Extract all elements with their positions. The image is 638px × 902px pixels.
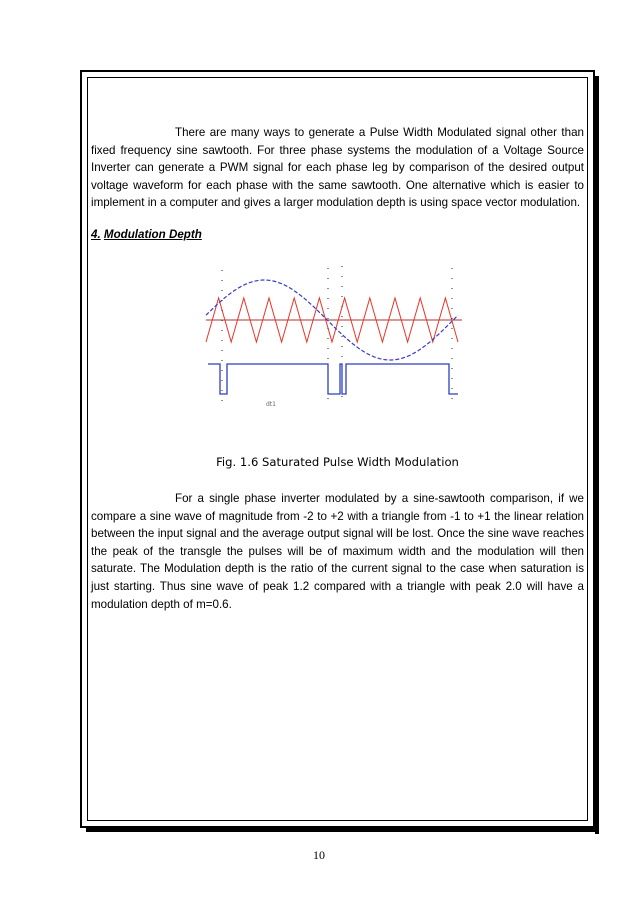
pwm-figure (200, 262, 470, 410)
marker-dots (222, 266, 452, 402)
modulation-paragraph: For a single phase inverter modulated by a sine-sawtooth comparison, if we compare a sine wave of magnitude from -2 to +2 with a triangle from -1 to +1 the linear relation between the input signal and the average output signal will be lost. Once the sine wave reaches the peak of the transgle the pulses will be of maximum width and the modulation will then saturate. The Modulation depth is the ratio of the current signal to the case when saturation is just starting. Thus sine wave of peak 1.2 compared with a triangle with peak 2.0 will have a modulation depth of m=0.6. (91, 492, 584, 611)
page-border-shadow-bottom (86, 828, 599, 832)
pwm-output (208, 364, 458, 394)
section-title: Modulation Depth (103, 228, 202, 241)
figure-small-label: dt1 (266, 401, 276, 408)
figure-caption: Fig. 1.6 Saturated Pulse Width Modulation (216, 455, 459, 469)
page-number: 10 (313, 848, 325, 862)
page-border-shadow-right (595, 76, 599, 834)
section-number: 4. (91, 228, 101, 241)
section-heading (91, 228, 202, 241)
intro-paragraph: There are many ways to generate a Pulse Width Modulated signal other than fixed frequency sine sawtooth. For three phase systems the modulation of a Voltage Source Inverter can generate a PWM signal for each phase leg by comparison of the desired output voltage waveform for each phase with the same sawtooth. One alternative which is easier to implement in a computer and gives a larger modulation depth is using space vector modulation. (91, 126, 584, 210)
